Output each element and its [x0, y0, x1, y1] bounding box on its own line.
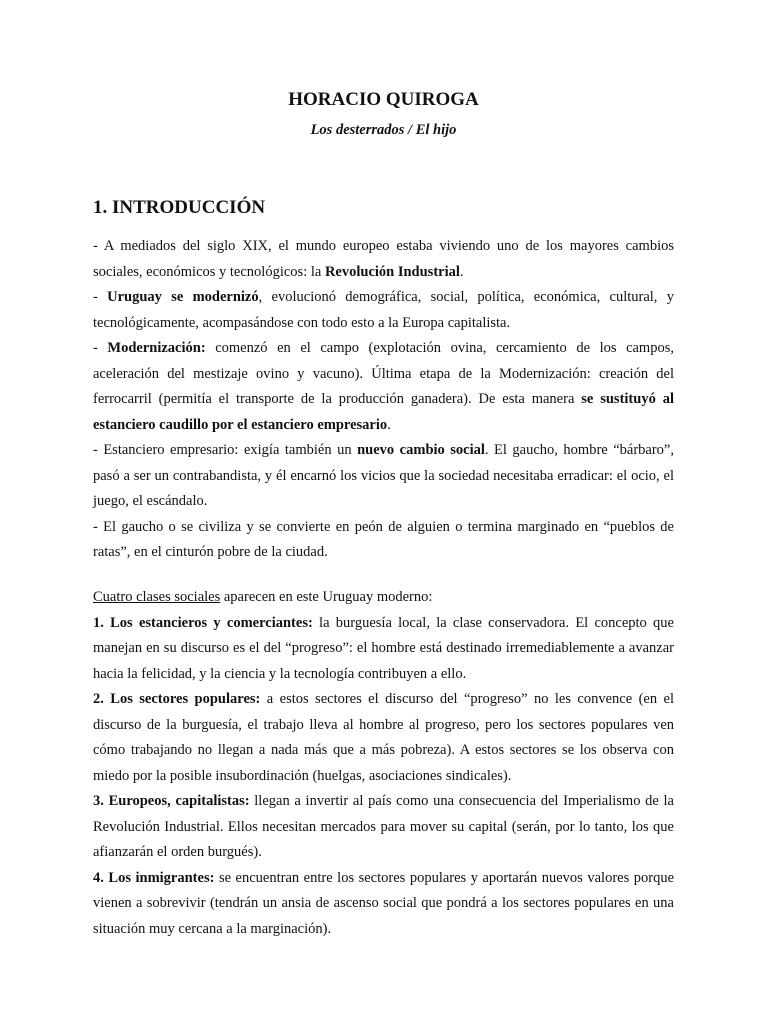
social-classes-lead — [93, 585, 674, 611]
text: - — [93, 340, 108, 356]
document-title: HORACIO QUIROGA — [288, 89, 479, 110]
text: comenzó en el campo (explotación ovina, cercamiento de los campos, aceleración del mestizaje ovino y vacuno). Última etapa de la Modernización: creación del ferrocarril (permitía el transporte de la producción ganadera). De esta manera — [93, 340, 674, 407]
text: llegan a invertir al país como una consecuencia del Imperialismo de la Revolución Industrial. Ellos necesitan mercados para mover su capital (serán, por lo tanto, los que afianzarán el orden burgués). — [93, 793, 674, 860]
bold-text: 3. Europeos, capitalistas: — [93, 793, 250, 809]
paragraph-gaucho: - El gaucho o se civiliza y se convierte en peón de alguien o termina marginado en “pueblos de ratas”, en el cinturón pobre de la ciudad. — [93, 518, 674, 560]
class-item-inmigrantes — [93, 866, 674, 943]
class-item-europeos — [93, 789, 674, 866]
text: - — [93, 289, 108, 305]
paragraph-estanciero-empresario — [93, 438, 674, 515]
section-heading: 1. INTRODUCCIÓN — [93, 197, 266, 218]
text: - A mediados del siglo XIX, el mundo europeo estaba viviendo uno de los mayores cambios sociales, económicos y tecnológicos: la — [93, 238, 674, 280]
paragraph-uruguay-modernized — [93, 285, 674, 336]
bold-text: Revolución Industrial — [324, 263, 460, 280]
bold-text: Uruguay se modernizó — [107, 289, 259, 305]
class-item-estancieros — [93, 611, 674, 688]
underlined-text: Cuatro clases sociales — [93, 589, 221, 605]
paragraph-modernization — [93, 336, 674, 438]
text: aparecen en este Uruguay moderno: — [220, 589, 433, 605]
text: a estos sectores el discurso del “progreso” no les convence (en el discurso de la burguesía, el trabajo lleva al hombre al progreso, pero los sectores populares ven cómo trabajando no llegan a nada más que a más pobreza). A estos sectores se los observa con miedo por la posible insubordinación (huelgas, asociaciones sindicales). — [93, 691, 674, 784]
text: . — [387, 416, 391, 433]
bold-text: se sustituyó al estanciero caudillo por el estanciero empresario — [93, 391, 674, 433]
intro-section — [93, 234, 674, 566]
bold-text: 4. Los inmigrantes: — [93, 869, 215, 886]
bold-text: 2. Los sectores populares: — [93, 691, 261, 707]
text: se encuentran entre los sectores populares y aportarán nuevos valores porque vienen a sobrevivir (tendrán un ansia de ascenso social que pondrá a los sectores populares en una situación muy cercana a la marginación). — [93, 869, 675, 937]
social-classes-section — [93, 585, 674, 942]
paragraph-industrial-revolution — [93, 234, 674, 285]
text: la burguesía local, la clase conservadora. El concepto que manejan en su discurso es el del “progreso”: el hombre está destinado irremediablemente a avanzar hacia la felicidad, y la ciencia y la tecnología contribuyen a ello. — [93, 614, 674, 682]
text: . El gaucho, hombre “bárbaro”, pasó a ser un contrabandista, y él encarnó los vicios que la sociedad necesitaba erradicar: el ocio, el juego, el escándalo. — [93, 442, 674, 509]
text: . — [459, 263, 464, 280]
bold-text: nuevo cambio social — [357, 442, 485, 458]
document-subtitle: Los desterrados / El hijo — [310, 122, 457, 138]
class-item-sectores-populares — [93, 687, 674, 789]
text: - Estanciero empresario: exigía también un — [93, 442, 358, 458]
bold-text: Modernización: — [107, 340, 206, 356]
text: , evolucionó demográfica, social, política, económica, cultural, y tecnológicamente, acompasándose con todo esto a la Europa capitalista. — [93, 289, 674, 331]
bold-text: 1. Los estancieros y comerciantes: — [93, 614, 313, 631]
